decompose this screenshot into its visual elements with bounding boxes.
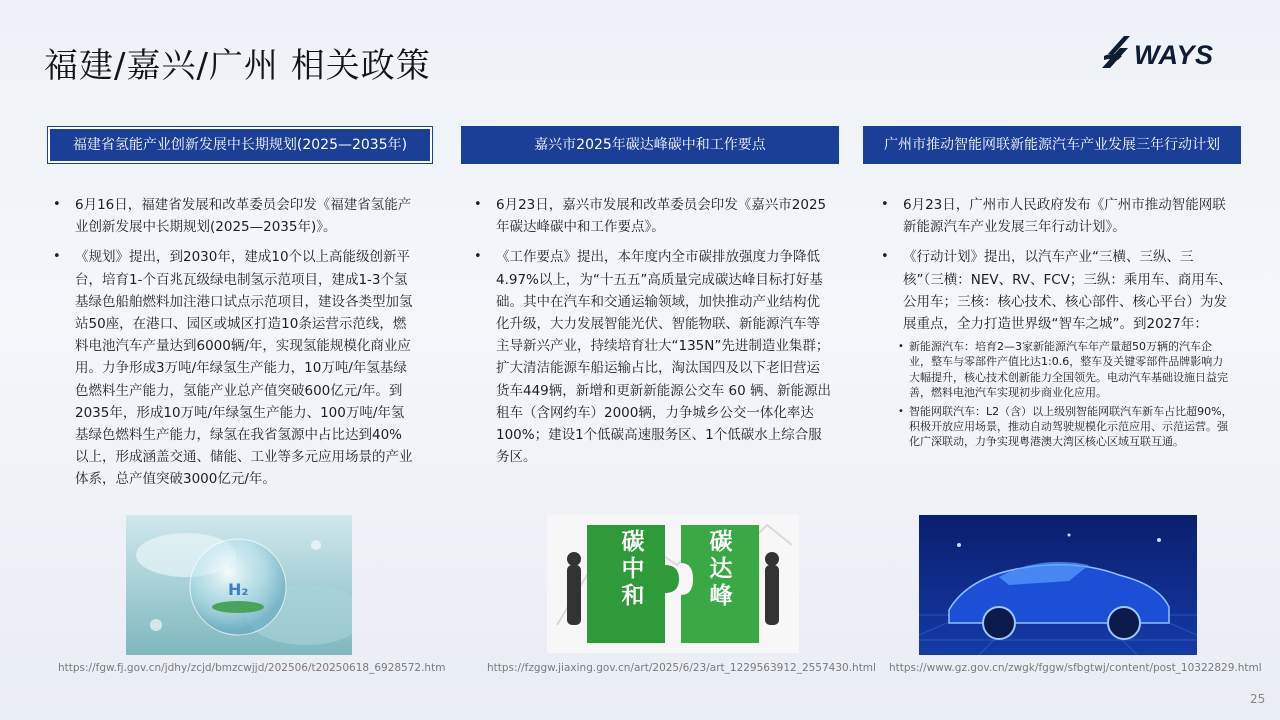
carbon-neutral-label: 碳 中 和 — [621, 529, 645, 609]
source-url[interactable]: https://fzggw.jiaxing.gov.cn/art/2025/6/23/art_1229563912_2557430.html — [487, 662, 876, 674]
sub-bullet-item: • 智能网联汽车：L2（含）以上级别智能网联汽车新车占比超90%，积极开放应用场景，推动自动驾驶规模化示范应用、示范运营。强化广深联动，力争实现粤港澳大湾区核心区域互联互通。 — [909, 404, 1233, 450]
page-number: 25 — [1250, 692, 1266, 706]
column-guangzhou — [863, 126, 1241, 449]
column-header: 福建省氢能产业创新发展中长期规划(2025—2035年) — [48, 127, 432, 163]
column-header: 广州市推动智能网联新能源汽车产业发展三年行动计划 — [863, 126, 1241, 164]
column-header: 嘉兴市2025年碳达峰碳中和工作要点 — [461, 126, 839, 164]
svg-text:H₂: H₂ — [228, 580, 249, 599]
smart-car-image — [919, 515, 1197, 655]
bullet-item: • 《行动计划》提出，以汽车产业“三横、三纵、三核”（三横：NEV、RV、FCV；三纵：乘用车、商用车、公用车；三核：核心技术、核心部件、核心平台）为发展重点，全力打造世界级“智车之城”。到2027年： — [903, 246, 1233, 335]
sub-bullet-item: • 新能源汽车：培育2—3家新能源汽车年产量超50万辆的汽车企业，整车与零部件产值比达1:0.6，整车及关键零部件品牌影响力大幅提升，核心技术创新能力全国领先。电动汽车基础设施日益完善，燃料电池汽车实现初步商业化应用。 — [909, 339, 1233, 400]
source-url[interactable]: https://fgw.fj.gov.cn/jdhy/zcjd/bmzcwjjd/202506/t20250618_6928572.htm — [58, 662, 446, 674]
column-fujian — [48, 126, 432, 488]
carbon-puzzle-image — [547, 515, 799, 653]
carbon-peak-label: 碳 达 峰 — [709, 529, 733, 609]
source-url[interactable]: https://www.gz.gov.cn/zwgk/fggw/sfbgtwj/content/post_10322829.html — [889, 662, 1262, 674]
bullet-item: • 6月23日，广州市人民政府发布《广州市推动智能网联新能源汽车产业发展三年行动计划》。 — [903, 194, 1233, 238]
hydrogen-bubble-image — [126, 515, 352, 655]
page-title: 福建/嘉兴/广州 相关政策 — [44, 46, 431, 86]
bullet-item: • 《工作要点》提出，本年度内全市碳排放强度力争降低4.97%以上，为“十五五”高质量完成碳达峰目标打好基础。其中在汽车和交通运输领域，加快推动产业结构优化升级，大力发展智能光伏、智能物联、新能源汽车等主导新兴产业，持续培育壮大“135N”先进制造业集群；扩大清洁能源车船运输占比，淘汰国四及以下老旧营运货车449辆，新增和更新新能源公交车 60 辆、新能源出租车（含网约车）2000辆，力争城乡公交一体化率达 100%；建设1个低碳高速服务区、1个低碳水上综合服务区。 — [496, 246, 832, 468]
bullet-item: • 《规划》提出，到2030年，建成10个以上高能级创新平台，培育1-个百兆瓦级绿电制氢示范项目，建成1-3个氢基绿色船舶燃料加注港口试点示范项目，建设各类型加氢站50座，在港口、园区或城区打造10条运营示范线，燃料电池汽车产量达到6000辆/年，实现氢能规模化商业应用。力争形成3万吨/年绿氢生产能力，10万吨/年氢基绿色燃料生产能力，氢能产业总产值突破600亿元/年。到2035年，形成10万吨/年绿氢生产能力、100万吨/年氢基绿色燃料生产能力，绿氢在我省氢源中占比达到40%以上，形成涵盖交通、储能、工业等多元应用场景的产业体系，总产值突破3000亿元/年。 — [75, 246, 415, 490]
bullet-item: • 6月23日，嘉兴市发展和改革委员会印发《嘉兴市2025年碳达峰碳中和工作要点》。 — [496, 194, 832, 238]
logo-text: WAYS — [1134, 40, 1214, 70]
bullet-item: • 6月16日，福建省发展和改革委员会印发《福建省氢能产业创新发展中长期规划(2025—2035年)》。 — [75, 194, 415, 238]
column-jiaxing — [461, 126, 839, 466]
